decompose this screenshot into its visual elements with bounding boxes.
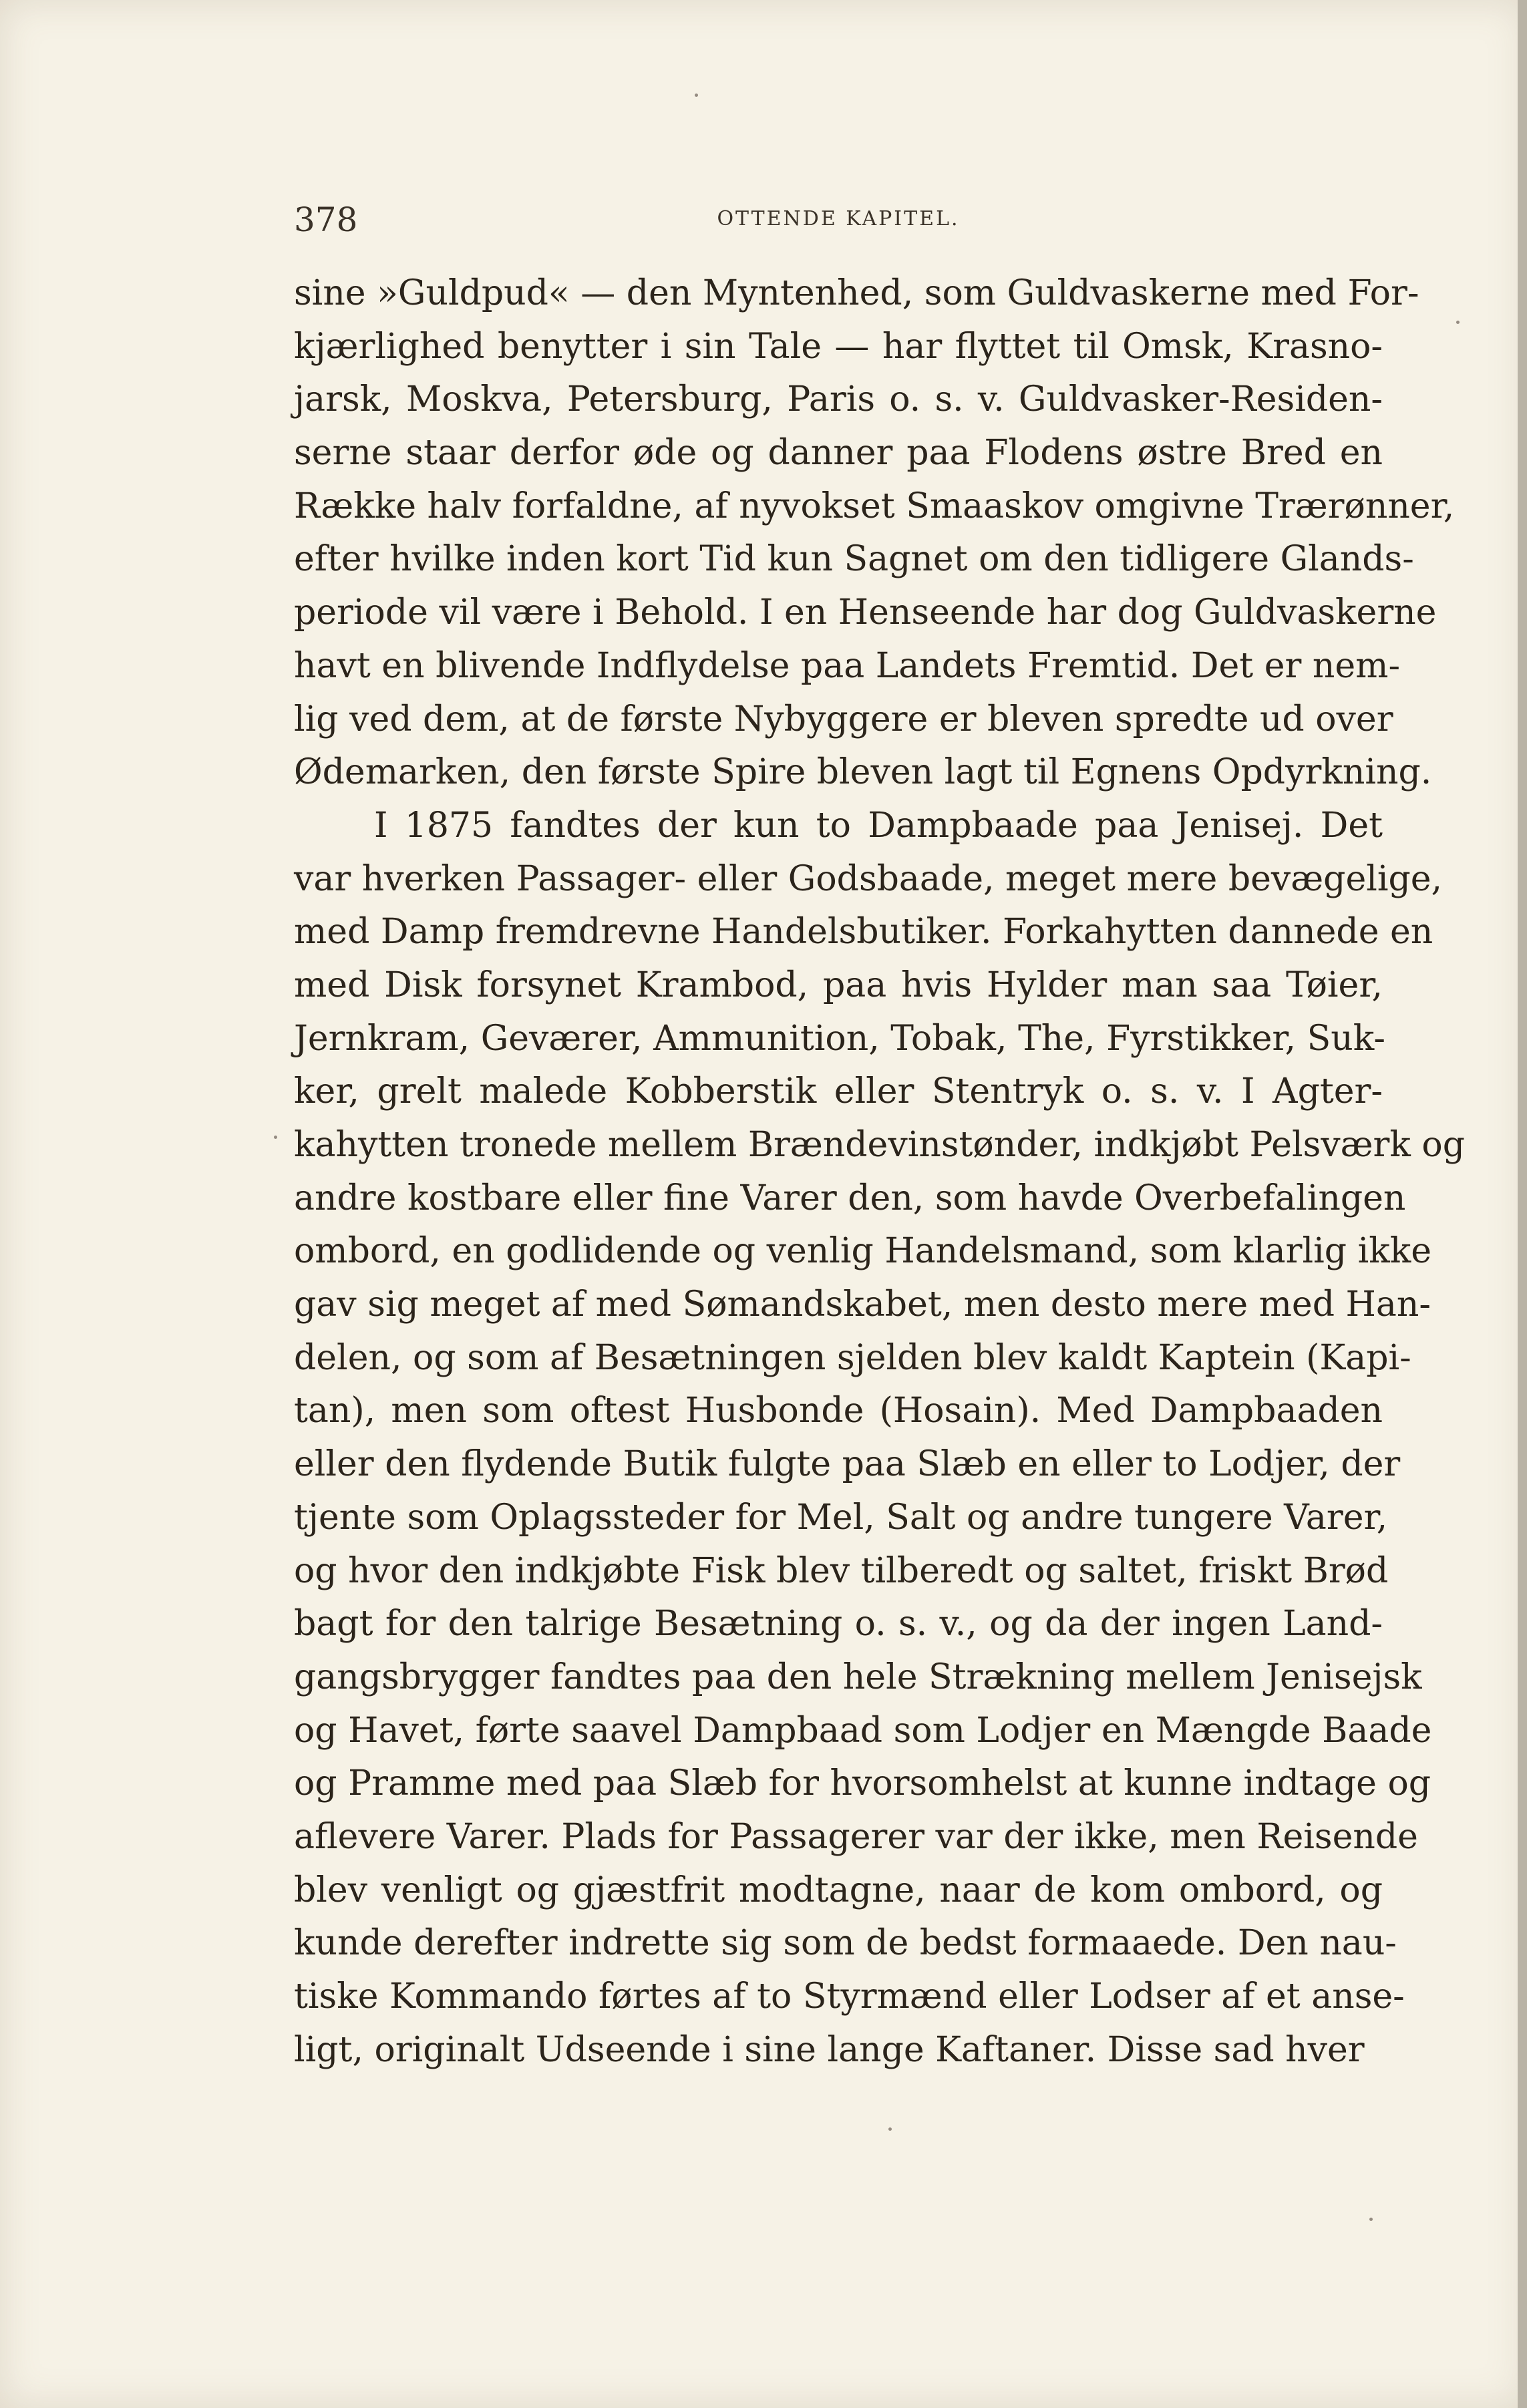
text-line: Ødemarken, den første Spire bleven lagt til Egnens Opdyrkning. bbox=[294, 752, 1432, 793]
text-line: serne staar derfor øde og danner paa Flodens østre Bred en bbox=[294, 433, 1383, 474]
paper-speck bbox=[695, 94, 698, 97]
text-line: ombord, en godlidende og venlig Handelsmand, som klarlig ikke bbox=[294, 1231, 1432, 1272]
text-line: efter hvilke inden kort Tid kun Sagnet om den tidligere Glands- bbox=[294, 539, 1414, 580]
text-line: gav sig meget af med Sømandskabet, men desto mere med Han- bbox=[294, 1284, 1431, 1325]
text-line: og Pramme med paa Slæb for hvorsomhelst at kunne indtage og bbox=[294, 1763, 1431, 1804]
text-line: havt en blivende Indflydelse paa Landets Fremtid. Det er nem- bbox=[294, 645, 1401, 686]
paper-speck bbox=[274, 1136, 277, 1139]
text-line: kjærlighed benytter i sin Tale — har flyttet til Omsk, Krasno- bbox=[294, 326, 1383, 367]
paper-speck bbox=[1369, 2218, 1373, 2221]
text-line: aflevere Varer. Plads for Passagerer var der ikke, men Reisende bbox=[294, 1816, 1418, 1857]
text-line: sine »Guldpud« — den Myntenhed, som Guldvaskerne med For- bbox=[294, 273, 1419, 313]
text-line: kahytten tronede mellem Brændevinstønder, indkjøbt Pelsværk og bbox=[294, 1125, 1466, 1165]
text-line: og hvor den indkjøbte Fisk blev tilberedt og saltet, friskt Brød bbox=[294, 1550, 1389, 1591]
text-line: var hverken Passager- eller Godsbaade, meget mere bevægelige, bbox=[294, 858, 1443, 899]
text-line: gangsbrygger fandtes paa den hele Strækning mellem Jenisejsk bbox=[294, 1657, 1422, 1697]
paragraph-1 bbox=[294, 267, 1455, 800]
text-line: tan), men som oftest Husbonde (Hosain). Med Dampbaaden bbox=[294, 1391, 1383, 1431]
text-line: og Havet, førte saavel Dampbaad som Lodjer en Mængde Baade bbox=[294, 1710, 1432, 1751]
text-line: jarsk, Moskva, Petersburg, Paris o. s. v. Guldvasker-Residen- bbox=[294, 379, 1383, 420]
text-line: andre kostbare eller fine Varer den, som havde Overbefalingen bbox=[294, 1178, 1406, 1218]
text-line: kunde derefter indrette sig som de bedst formaaede. Den nau- bbox=[294, 1923, 1397, 1964]
text-line: Række halv forfaldne, af nyvokset Smaaskov omgivne Trærønner, bbox=[294, 486, 1455, 526]
text-line: periode vil være i Behold. I en Henseende har dog Guldvaskerne bbox=[294, 592, 1437, 633]
text-line: eller den flydende Butik fulgte paa Slæb en eller to Lodjer, der bbox=[294, 1444, 1401, 1485]
text-line: ker, grelt malede Kobberstik eller Stentryk o. s. v. I Agter- bbox=[294, 1071, 1383, 1112]
text-line: med Damp fremdrevne Handelsbutiker. Forkahytten dannede en bbox=[294, 912, 1433, 953]
text-line: bagt for den talrige Besætning o. s. v., og da der ingen Land- bbox=[294, 1604, 1383, 1645]
body-text bbox=[294, 267, 1466, 2077]
text-line: Jernkram, Geværer, Ammunition, Tobak, The, Fyrstikker, Suk- bbox=[294, 1018, 1385, 1059]
running-head: OTTENDE KAPITEL. bbox=[717, 207, 960, 230]
text-line: I 1875 fandtes der kun to Dampbaade paa Jenisej. Det bbox=[374, 805, 1383, 846]
text-line: delen, og som af Besætningen sjelden blev kaldt Kaptein (Kapi- bbox=[294, 1337, 1411, 1378]
text-line: tiske Kommando førtes af to Styrmænd eller Lodser af et anse- bbox=[294, 1976, 1405, 2017]
text-line: med Disk forsynet Krambod, paa hvis Hylder man saa Tøier, bbox=[294, 965, 1383, 1005]
page-header bbox=[294, 200, 1383, 247]
page-number: 378 bbox=[294, 200, 358, 239]
page-edge bbox=[1518, 0, 1527, 2408]
paper-speck bbox=[888, 2127, 892, 2131]
paragraph-2 bbox=[294, 800, 1466, 2077]
text-line: tjente som Oplagssteder for Mel, Salt og andre tungere Varer, bbox=[294, 1497, 1388, 1538]
paper-speck bbox=[1456, 321, 1460, 324]
text-line: ligt, originalt Udseende i sine lange Kaftaner. Disse sad hver bbox=[294, 2029, 1365, 2070]
text-line: lig ved dem, at de første Nybyggere er bleven spredte ud over bbox=[294, 699, 1393, 739]
text-line: blev venligt og gjæstfrit modtagne, naar de kom ombord, og bbox=[294, 1870, 1383, 1910]
